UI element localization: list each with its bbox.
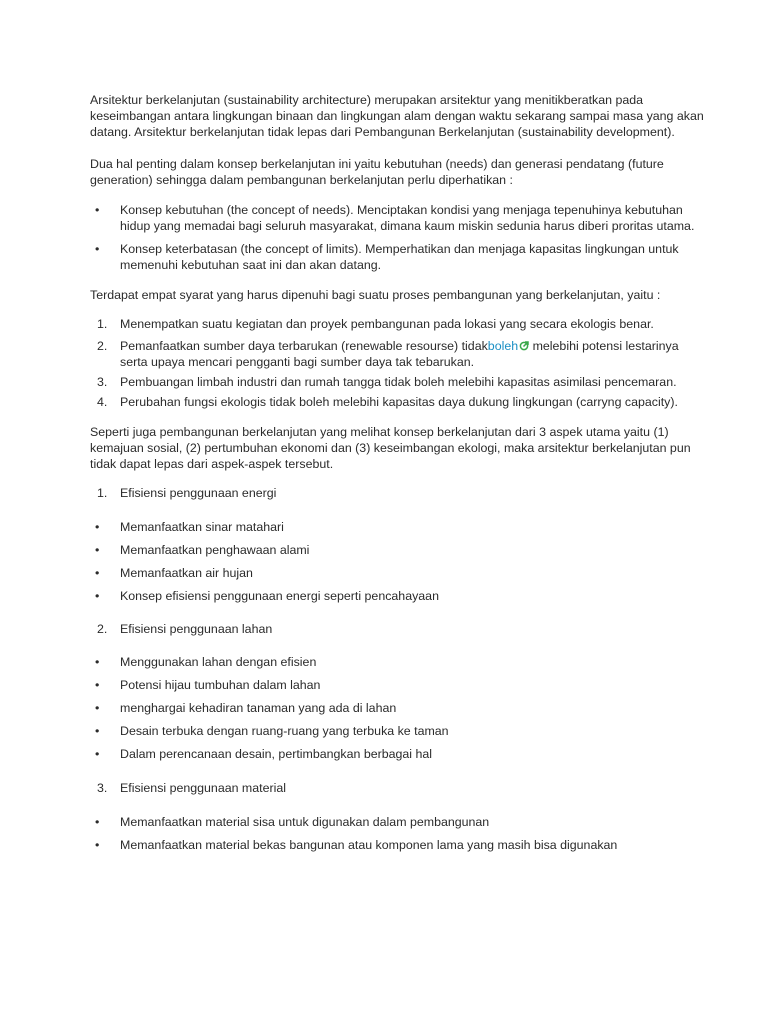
bullet-marker: • — [95, 520, 100, 534]
list-item — [90, 588, 708, 604]
list-item — [90, 394, 708, 410]
list-item-text: Memanfaatkan sinar matahari — [120, 520, 284, 534]
section-list — [90, 519, 708, 604]
concepts-list — [90, 202, 708, 273]
section-heading — [90, 780, 708, 796]
bullet-marker: • — [95, 203, 100, 217]
list-item — [90, 519, 708, 535]
bullet-marker: • — [95, 724, 100, 738]
list-item-text: Potensi hijau tumbuhan dalam lahan — [120, 678, 321, 692]
section-title: Efisiensi penggunaan material — [120, 781, 287, 795]
bullet-marker: • — [95, 815, 100, 829]
list-item-text: Memanfaatkan material bekas bangunan atau komponen lama yang masih bisa digunakan — [120, 838, 618, 852]
section-title: Efisiensi penggunaan energi — [120, 486, 277, 500]
list-item — [90, 654, 708, 670]
concepts-intro: Dua hal penting dalam konsep berkelanjutan ini yaitu kebutuhan (needs) dan generasi pendatang (future generation) sehingga dalam pembangunan berkelanjutan perlu diperhatikan : — [90, 157, 664, 187]
list-item-text: Menempatkan suatu kegiatan dan proyek pembangunan pada lokasi yang secara ekologis benar. — [120, 317, 654, 331]
list-item-text: Memanfaatkan penghawaan alami — [120, 543, 310, 557]
list-item — [90, 814, 708, 830]
bullet-marker: • — [95, 747, 100, 761]
number-marker: 2. — [97, 339, 108, 353]
intro-paragraph: Arsitektur berkelanjutan (sustainability architecture) merupakan arsitektur yang menitikberatkan pada keseimbangan antara lingkungan binaan dan lingkungan alam dengan waktu sekarang sampai masa yang akan datang. Arsitektur berkelanjutan tidak lepas dari Pembangunan Berkelanjutan (sustainability development). — [90, 93, 704, 139]
list-item — [90, 700, 708, 716]
bullet-marker: • — [95, 838, 100, 852]
section-heading — [90, 621, 708, 637]
conditions-list — [90, 316, 708, 410]
conditions-intro: Terdapat empat syarat yang harus dipenuhi bagi suatu proses pembangunan yang berkelanjutan, yaitu : — [90, 288, 661, 302]
list-item — [90, 374, 708, 390]
list-item-text: Konsep kebutuhan (the concept of needs). Menciptakan kondisi yang menjaga tepenuhinya kebutuhan hidup yang memadai bagi seluruh masyarakat, dimana kaum miskin sedunia harus diberi proritas utama. — [120, 203, 695, 233]
list-item — [90, 241, 708, 273]
list-item — [90, 338, 708, 370]
number-marker: 3. — [97, 781, 108, 795]
list-item — [90, 542, 708, 558]
bullet-marker: • — [95, 678, 100, 692]
number-marker: 4. — [97, 395, 108, 409]
list-item-text: menghargai kehadiran tanaman yang ada di lahan — [120, 701, 397, 715]
list-item-text: Perubahan fungsi ekologis tidak boleh melebihi kapasitas daya dukung lingkungan (carryng capacity). — [120, 395, 678, 409]
section-list — [90, 654, 708, 762]
list-item-text: melebihi potensi lestarinya serta upaya mencari pengganti bagi sumber daya tak tebarukan. — [120, 339, 679, 369]
list-item — [90, 677, 708, 693]
list-item — [90, 316, 708, 332]
list-item-text: Pemanfaatkan sumber daya terbarukan (renewable resourse) tidak — [120, 339, 488, 353]
bullet-marker: • — [95, 589, 100, 603]
list-item-text: Memanfaatkan material sisa untuk digunakan dalam pembangunan — [120, 815, 490, 829]
number-marker: 2. — [97, 622, 108, 636]
external-link-icon[interactable] — [519, 341, 529, 351]
list-item — [90, 746, 708, 762]
list-item — [90, 837, 708, 853]
section-heading — [90, 485, 708, 501]
section-title: Efisiensi penggunaan lahan — [120, 622, 273, 636]
list-item — [90, 565, 708, 581]
bullet-marker: • — [95, 543, 100, 557]
section-list — [90, 814, 708, 853]
list-item-text: Pembuangan limbah industri dan rumah tangga tidak boleh melebihi kapasitas asimilasi pencemaran. — [120, 375, 677, 389]
list-item-text: Konsep efisiensi penggunaan energi seperti pencahayaan — [120, 589, 439, 603]
bullet-marker: • — [95, 655, 100, 669]
bullet-marker: • — [95, 566, 100, 580]
aspects-intro: Seperti juga pembangunan berkelanjutan yang melihat konsep berkelanjutan dari 3 aspek utama yaitu (1) kemajuan sosial, (2) pertumbuhan ekonomi dan (3) keseimbangan ekologi, maka arsitektur berkelanjutan pun tidak dapat lepas dari aspek-aspek tersebut. — [90, 425, 691, 471]
number-marker: 1. — [97, 486, 108, 500]
list-item-text: Konsep keterbatasan (the concept of limits). Memperhatikan dan menjaga kapasitas lingkungan untuk memenuhi kebutuhan saat ini dan akan datang. — [120, 242, 679, 272]
boleh-link[interactable]: boleh — [487, 339, 519, 353]
list-item-text: Memanfaatkan air hujan — [120, 566, 253, 580]
bullet-marker: • — [95, 242, 100, 256]
list-item-text: Desain terbuka dengan ruang-ruang yang terbuka ke taman — [120, 724, 449, 738]
list-item — [90, 723, 708, 739]
bullet-marker: • — [95, 701, 100, 715]
list-item-text: Dalam perencanaan desain, pertimbangkan berbagai hal — [120, 747, 433, 761]
number-marker: 3. — [97, 375, 108, 389]
list-item — [90, 202, 708, 234]
number-marker: 1. — [97, 317, 108, 331]
list-item-text: Menggunakan lahan dengan efisien — [120, 655, 317, 669]
